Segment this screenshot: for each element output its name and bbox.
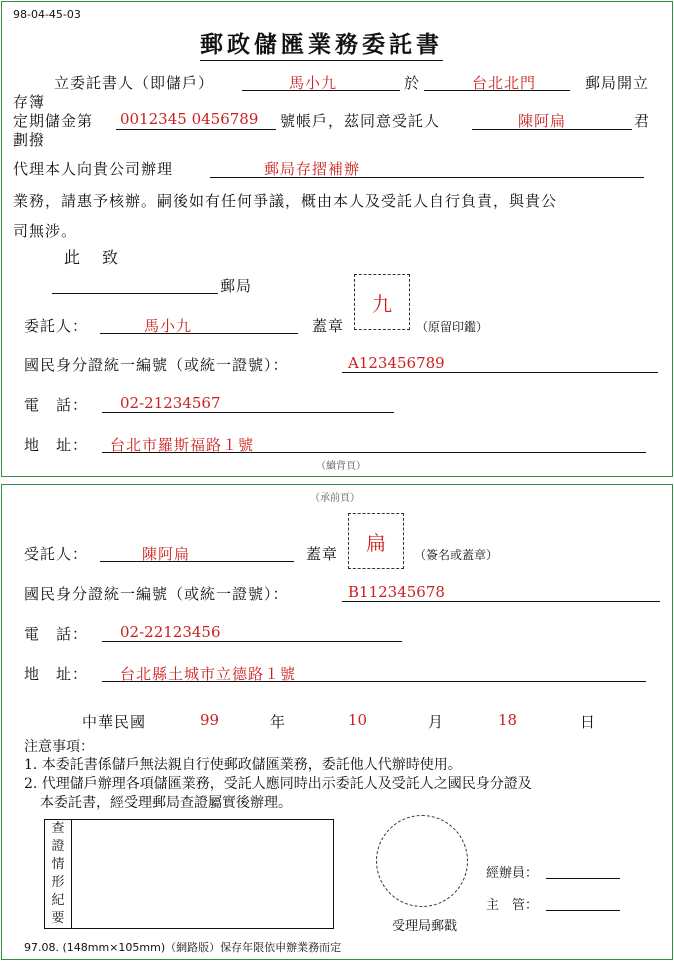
truster-address-value: 台北市羅斯福路１號: [110, 436, 255, 454]
agent-text: 代理本人向貴公司辦理: [13, 160, 174, 178]
date-day-unit: 日: [580, 713, 597, 731]
trustee-id-label: 國民身分證統一編號（或統一證號）：: [24, 585, 289, 603]
verification-record-box: [44, 819, 334, 929]
truster-seal-note: （原留印鑑）: [416, 320, 489, 334]
verification-record-label: [45, 820, 72, 928]
liability-text: 業務，請惠予核辦。嗣後如有任何爭議，概由本人及受託人自行負責，與貴公: [13, 192, 558, 210]
post-office-suffix: 郵局: [220, 277, 253, 295]
account-text: 號帳戶，茲同意受託人: [280, 112, 441, 130]
trustee-seal-char: 扁: [366, 530, 386, 555]
trustee-seal-note: （簽名或蓋章）: [414, 548, 499, 562]
trustee-phone-line: [102, 641, 402, 642]
trustee-phone-label: 電 話：: [24, 625, 89, 643]
date-year: 99: [200, 711, 220, 729]
deposit-text: 定期儲金第: [13, 112, 94, 130]
truster-seal-char: 九: [372, 291, 392, 316]
intro-text-at: 於: [404, 74, 421, 92]
intro-text-1: 立委託書人（即儲戶）: [54, 74, 215, 92]
trustee-label: 受託人：: [24, 545, 89, 563]
truster-id-value: A123456789: [348, 354, 445, 372]
form-back-page: [1, 484, 673, 960]
truster-id-line: [342, 372, 658, 373]
trustee-name: 陳阿扁: [142, 545, 191, 563]
supervisor-label: 主 管：: [486, 898, 539, 913]
trustee-id-line: [342, 601, 660, 602]
verification-label-char: 情: [51, 857, 65, 872]
trustee-name-inline: 陳阿扁: [518, 112, 567, 130]
date-year-unit: 年: [270, 713, 287, 731]
handler-label: 經辦員：: [486, 866, 539, 881]
date-month-unit: 月: [428, 713, 445, 731]
notes-item-2: 2. 代理儲戶辦理各項儲匯業務，受託人應同時出示委託人及受託人之國民身分證及: [24, 776, 532, 792]
verification-label-char: 查: [51, 821, 65, 836]
truster-name: 馬小九: [144, 317, 193, 335]
postmark-circle: [376, 815, 468, 907]
notes-heading: 注意事項：: [24, 739, 94, 755]
post-office-line: [52, 293, 218, 294]
verification-label-char: 證: [51, 839, 65, 854]
trustee-address-label: 地 址：: [24, 665, 89, 683]
truster-id-label: 國民身分證統一編號（或統一證號）：: [24, 356, 289, 374]
truster-phone-line: [102, 412, 394, 413]
passbook-text: 存簿: [13, 93, 46, 111]
truster-name-line: [100, 333, 298, 334]
verification-label-char: 要: [51, 911, 65, 926]
truster-seal-box: [354, 274, 410, 330]
date-era: 中華民國: [82, 713, 147, 731]
notes-item-2-continued: 本委託書，經受理郵局查證屬實後辦理。: [40, 795, 292, 811]
trustee-id-value: B112345678: [348, 583, 445, 601]
continued-prev-note: （承前頁）: [310, 493, 360, 504]
truster-seal-label: 蓋章: [312, 317, 345, 335]
truster-phone-value: 02-21234567: [120, 394, 221, 412]
intro-text-open: 郵局開立: [585, 74, 650, 92]
salutation: 此 致: [64, 248, 122, 267]
form-code: 98-04-45-03: [13, 8, 81, 21]
depositor-name: 馬小九: [289, 74, 338, 92]
trustee-phone-value: 02-22123456: [120, 623, 221, 641]
trustee-address-value: 台北縣土城市立德路１號: [120, 665, 297, 683]
account-no-line: [116, 129, 276, 130]
trustee-name-line: [100, 561, 294, 562]
trustee-seal-box: [348, 513, 404, 569]
supervisor-line: [546, 910, 620, 911]
print-info: 97.08. (148mm×105mm)（網路版）保存年限依申辦業務而定: [24, 941, 342, 954]
truster-address-label: 地 址：: [24, 436, 89, 454]
form-front-page: [1, 1, 673, 477]
trustee-seal-label: 蓋章: [306, 545, 339, 563]
date-day: 18: [498, 711, 518, 729]
verification-label-char: 形: [51, 875, 65, 890]
business-item: 郵局存摺補辦: [264, 160, 361, 178]
notes-item-1: 1. 本委託書係儲戶無法親自行使郵政儲匯業務，委託他人代辦時使用。: [24, 757, 462, 773]
transfer-text: 劃撥: [13, 131, 46, 149]
verification-label-char: 紀: [51, 893, 65, 908]
postmark-label: 受理局郵戳: [392, 919, 458, 934]
date-month: 10: [348, 711, 368, 729]
continued-next-note: （續背頁）: [316, 461, 366, 472]
handler-line: [546, 878, 620, 879]
branch-name: 台北北門: [472, 74, 537, 92]
truster-phone-label: 電 話：: [24, 396, 89, 414]
liability-text-end: 司無涉。: [13, 222, 78, 240]
sir-text: 君: [634, 112, 651, 130]
account-number: 0012345 0456789: [120, 110, 259, 128]
form-title: 郵政儲匯業務委託書: [200, 26, 443, 61]
truster-label: 委託人：: [24, 317, 89, 335]
